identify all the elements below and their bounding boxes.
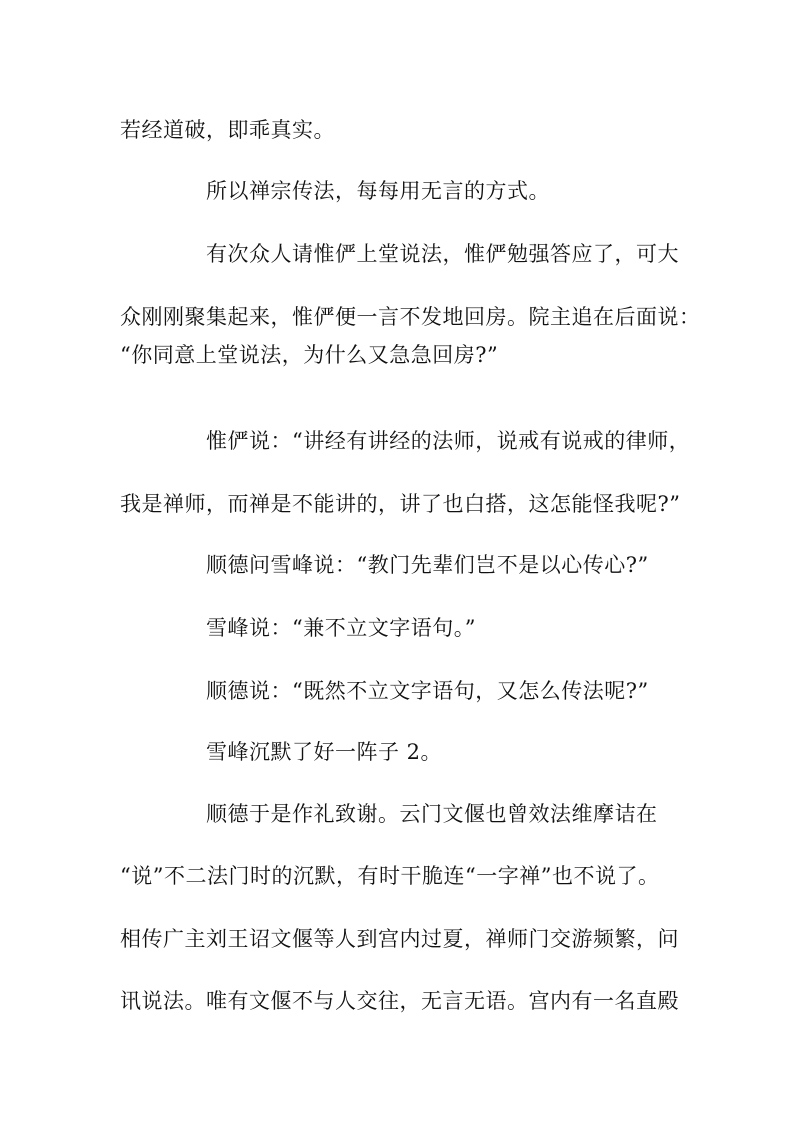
paragraph-first-line: 所以禅宗传法，每每用无言的方式。 (206, 179, 550, 203)
text-line: 若经道破，即乖真实。 (120, 118, 335, 142)
paragraph-first-line: 雪峰沉默了好一阵子 2。 (206, 740, 443, 764)
paragraph-first-line: 有次众人请惟俨上堂说法，惟俨勉强答应了，可大 (206, 242, 679, 266)
paragraph-first-line: 顺德于是作礼致谢。云门文偃也曾效法维摩诘在 (206, 802, 658, 826)
text-line: 我是禅师，而禅是不能讲的，讲了也白搭，这怎能怪我呢?” (120, 492, 681, 516)
text-line: 众刚刚聚集起来，惟俨便一言不发地回房。院主追在后面说： (120, 305, 701, 329)
text-line: “你同意上堂说法，为什么又急急回房?” (120, 343, 499, 367)
text-line: “说”不二法门时的沉默，有时干脆连“一字禅”也不说了。 (120, 864, 660, 888)
text-line: 讯说法。唯有文偃不与人交往，无言无语。宫内有一名直殿 (120, 989, 679, 1013)
paragraph-first-line: 顺德说：“既然不立文字语句，又怎么传法呢?” (206, 679, 649, 703)
paragraph-first-line: 顺德问雪峰说：“教门先辈们岂不是以心传心?” (206, 553, 649, 577)
text-line: 相传广主刘王诏文偃等人到宫内过夏，禅师门交游频繁，问 (120, 927, 679, 951)
paragraph-first-line: 惟俨说：“讲经有讲经的法师，说戒有说戒的律师， (206, 429, 691, 453)
paragraph-first-line: 雪峰说：“兼不立文字语句。” (206, 616, 476, 640)
